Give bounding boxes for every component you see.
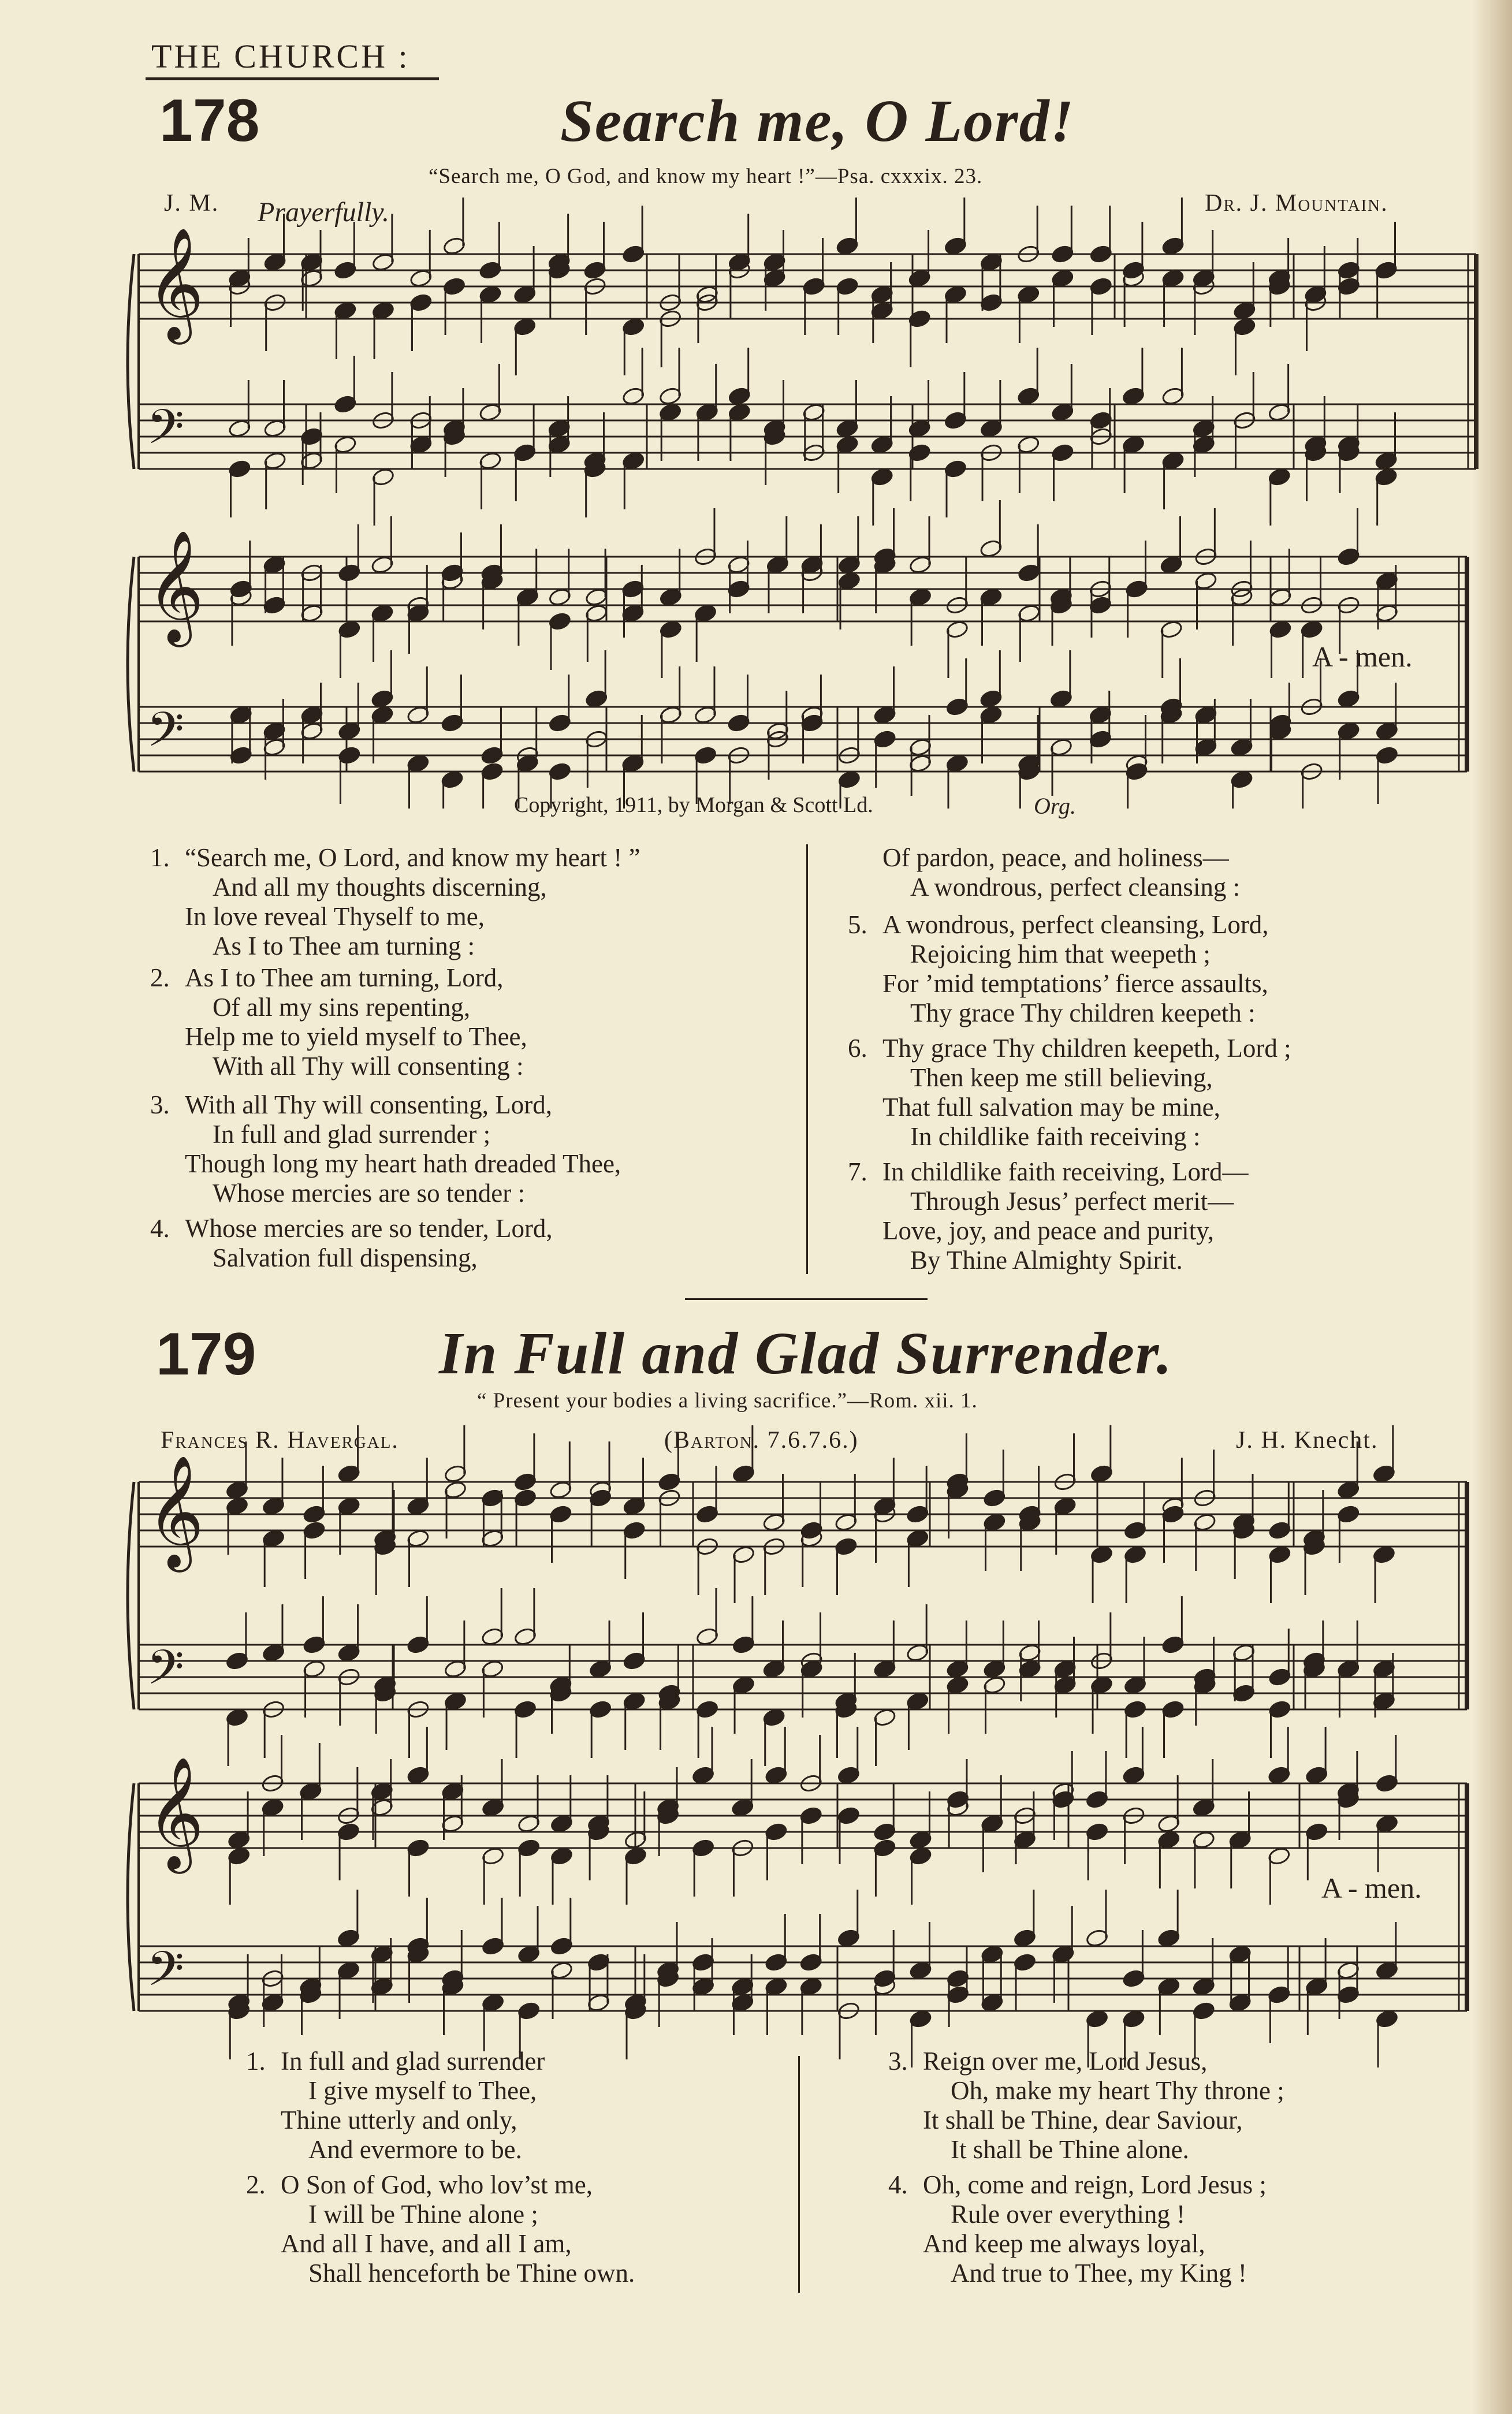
verse-line: “Search me, O Lord, and know my heart ! ” <box>185 843 640 872</box>
svg-text:𝄢: 𝄢 <box>147 1639 184 1707</box>
verse-line: With all Thy will consenting, Lord, <box>185 1090 553 1119</box>
verse-line: Rule over everything ! <box>951 2200 1186 2229</box>
verse-line: With all Thy will consenting : <box>213 1052 524 1081</box>
verse-line: I will be Thine alone ; <box>308 2200 538 2229</box>
verse-line: Oh, come and reign, Lord Jesus ; <box>923 2170 1267 2199</box>
verse-number: 5. <box>848 910 867 939</box>
verse-number: 4. <box>150 1214 170 1243</box>
hymn-178-tempo: Prayerfully. <box>258 197 389 228</box>
verse-line: Shall henceforth be Thine own. <box>308 2259 635 2288</box>
verse-line: Though long my heart hath dreaded Thee, <box>185 1149 621 1178</box>
svg-text:𝄞: 𝄞 <box>147 1756 204 1869</box>
verse-line: Whose mercies are so tender, Lord, <box>185 1214 553 1243</box>
svg-text:𝄢: 𝄢 <box>147 398 184 467</box>
verse-line: That full salvation may be mine, <box>882 1093 1220 1122</box>
verse-column-divider <box>798 2056 800 2293</box>
verse-line: Then keep me still believing, <box>910 1063 1213 1092</box>
verse-line: Of all my sins repenting, <box>213 993 471 1022</box>
hymn-179-number: 179 <box>156 1321 256 1388</box>
verse-number: 1. <box>150 843 170 872</box>
verse-line: Of pardon, peace, and holiness— <box>882 843 1229 872</box>
verse-line: A wondrous, perfect cleansing : <box>910 873 1241 901</box>
hymn-179-tune: (Barton. 7.6.7.6.) <box>664 1427 859 1454</box>
hymn-178-epigraph: “Search me, O God, and know my heart !”—Psa. cxxxix. 23. <box>429 165 983 188</box>
verse-line: Help me to yield myself to Thee, <box>185 1022 527 1051</box>
verse-line: And evermore to be. <box>308 2135 522 2164</box>
hymn-179-author: Frances R. Havergal. <box>161 1427 399 1454</box>
verse-line: A wondrous, perfect cleansing, Lord, <box>882 910 1269 939</box>
verse-line: In full and glad surrender ; <box>213 1120 491 1149</box>
page-edge-shadow <box>1472 0 1512 2414</box>
svg-text:𝄢: 𝄢 <box>147 701 184 769</box>
verse-line: Thy grace Thy children keepeth, Lord ; <box>882 1034 1291 1063</box>
verse-line: In childlike faith receiving, Lord— <box>882 1157 1249 1186</box>
verse-line: Whose mercies are so tender : <box>213 1179 526 1208</box>
hymn-179-amen: A - men. <box>1321 1872 1422 1904</box>
svg-text:𝄞: 𝄞 <box>147 226 204 340</box>
verse-line: And true to Thee, my King ! <box>951 2259 1247 2288</box>
svg-text:𝄞: 𝄞 <box>147 1454 204 1567</box>
verse-line: Thy grace Thy children keepeth : <box>910 999 1256 1027</box>
verse-line: Reign over me, Lord Jesus, <box>923 2047 1208 2076</box>
hymn-178-amen: A - men. <box>1312 640 1413 673</box>
verse-line: Rejoicing him that weepeth ; <box>910 940 1211 968</box>
verse-line: Thine utterly and only, <box>281 2106 517 2134</box>
verse-line: I give myself to Thee, <box>308 2076 537 2105</box>
verse-179-2 <box>246 2170 635 2288</box>
hymn-178-title: Search me, O Lord! <box>560 88 1075 154</box>
hymn-178-author: J. M. <box>164 190 219 217</box>
verse-line: In childlike faith receiving : <box>910 1122 1201 1151</box>
hymn-179-title: In Full and Glad Surrender. <box>439 1320 1173 1387</box>
verse-line: In love reveal Thyself to me, <box>185 902 485 931</box>
verse-number: 3. <box>150 1090 170 1119</box>
verse-number: 1. <box>246 2047 266 2076</box>
verse-line: It shall be Thine, dear Saviour, <box>923 2106 1243 2134</box>
verse-line: And all I have, and all I am, <box>281 2229 572 2258</box>
verse-line: It shall be Thine alone. <box>951 2135 1189 2164</box>
verse-line: Oh, make my heart Thy throne ; <box>951 2076 1284 2105</box>
running-head: THE CHURCH : <box>151 38 410 75</box>
hymn-178-composer: Dr. J. Mountain. <box>1205 190 1388 217</box>
verse-line: And all my thoughts discerning, <box>213 873 547 901</box>
verse-number: 4. <box>888 2170 908 2199</box>
verse-line: By Thine Almighty Spirit. <box>910 1246 1183 1275</box>
verse-number: 2. <box>246 2170 266 2199</box>
hymn-178-number: 178 <box>159 87 260 154</box>
hymn-178-org-label: Org. <box>1034 793 1076 819</box>
hymn-179-composer: J. H. Knecht. <box>1236 1427 1379 1454</box>
verse-line: Through Jesus’ perfect merit— <box>910 1187 1234 1216</box>
verse-line: Salvation full dispensing, <box>213 1243 478 1272</box>
verse-number: 7. <box>848 1157 867 1186</box>
verse-line: For ’mid temptations’ fierce assaults, <box>882 969 1268 998</box>
verse-line: In full and glad surrender <box>281 2047 545 2076</box>
verse-179-3 <box>888 2047 1284 2165</box>
svg-text:𝄞: 𝄞 <box>147 529 204 642</box>
hymn-179-epigraph: “ Present your bodies a living sacrifice.”—Rom. xii. 1. <box>477 1389 978 1413</box>
svg-text:𝄢: 𝄢 <box>147 1940 184 2009</box>
verse-line: Love, joy, and peace and purity, <box>882 1216 1214 1245</box>
verse-179-4 <box>888 2170 1267 2288</box>
verse-number: 2. <box>150 963 170 992</box>
verse-line: And keep me always loyal, <box>923 2229 1205 2258</box>
verse-line: O Son of God, who lov’st me, <box>281 2170 593 2199</box>
verse-line: As I to Thee am turning, Lord, <box>185 963 504 992</box>
verse-number: 3. <box>888 2047 908 2076</box>
verse-179-1 <box>246 2047 545 2165</box>
verse-number: 6. <box>848 1034 867 1063</box>
hymn-178-copyright: Copyright, 1911, by Morgan & Scott Ld. <box>514 793 873 817</box>
verse-line: As I to Thee am turning : <box>213 932 475 960</box>
